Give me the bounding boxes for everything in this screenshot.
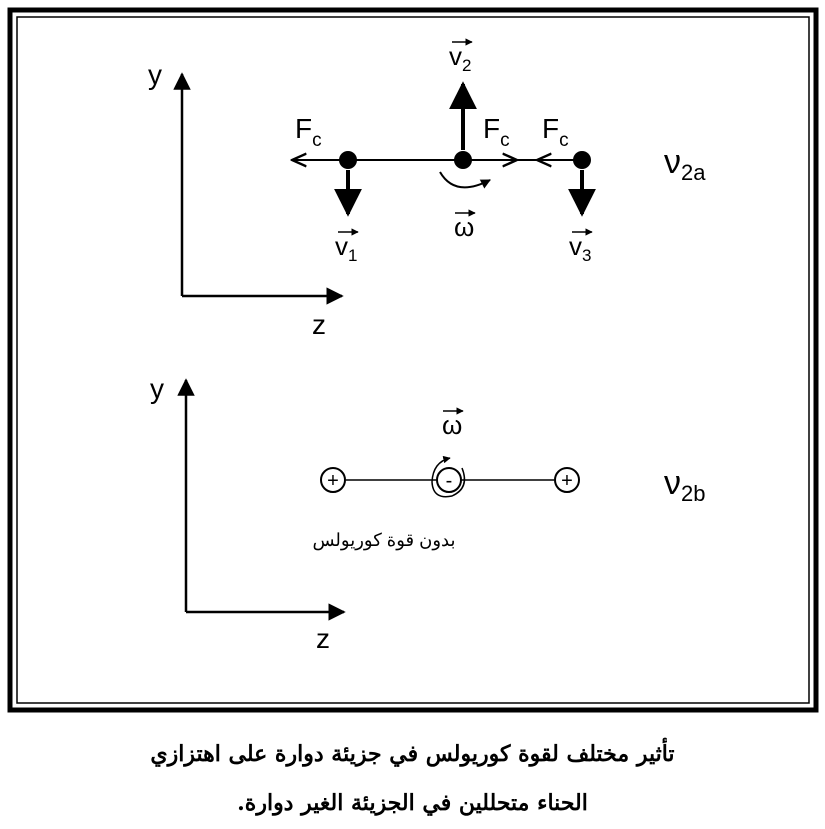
omega-label-a: [454, 212, 475, 242]
omega-label-b: [442, 410, 463, 440]
force-label-center: $F_c$: [483, 113, 510, 151]
svg-text:v1: $v_1$: [335, 231, 358, 265]
force-label-right: $F_c$: [542, 113, 569, 151]
svg-text:v3: $v_3$: [569, 231, 592, 265]
atom-left: [339, 151, 357, 169]
figure-frame: [10, 10, 816, 710]
svg-text:+: +: [561, 470, 573, 492]
panel-b-y-label: y: [150, 373, 164, 404]
charge-center-minus: [437, 468, 461, 492]
mode-label-v2b: $\nu_{2b}$: [664, 464, 706, 506]
caption-line-1: تأثير مختلف لقوة كوريولس في جزيئة دوارة على اهتزازي: [150, 741, 675, 767]
panel-a-z-label: z: [312, 309, 326, 340]
svg-text:-: -: [445, 470, 453, 492]
panel-b: [150, 373, 705, 654]
svg-text:ω: ω: [454, 212, 475, 242]
mode-label-v2a: $\nu_{2a}$: [664, 143, 706, 185]
velocity-label-right: [569, 231, 592, 265]
svg-text:+: +: [327, 470, 339, 492]
panel-b-z-label: z: [316, 623, 330, 654]
panel-a: [148, 41, 706, 340]
velocity-label-left: [335, 231, 358, 265]
no-coriolis-note: بدون قوة كوريولس: [312, 530, 456, 550]
charge-right-plus: [555, 468, 579, 492]
caption-line-2: الحناء متحللين في الجزيئة الغير دوارة.: [237, 790, 588, 816]
charge-left-plus: [321, 468, 345, 492]
svg-text:v2: $v_2$: [449, 41, 472, 75]
rotation-arrow-a: [440, 172, 490, 187]
panel-a-y-label: y: [148, 59, 162, 90]
atom-right: [573, 151, 591, 169]
force-label-left: $F_c$: [295, 113, 322, 151]
velocity-label-top: [449, 41, 472, 75]
svg-text:ω: ω: [442, 410, 463, 440]
atom-center: [454, 151, 472, 169]
